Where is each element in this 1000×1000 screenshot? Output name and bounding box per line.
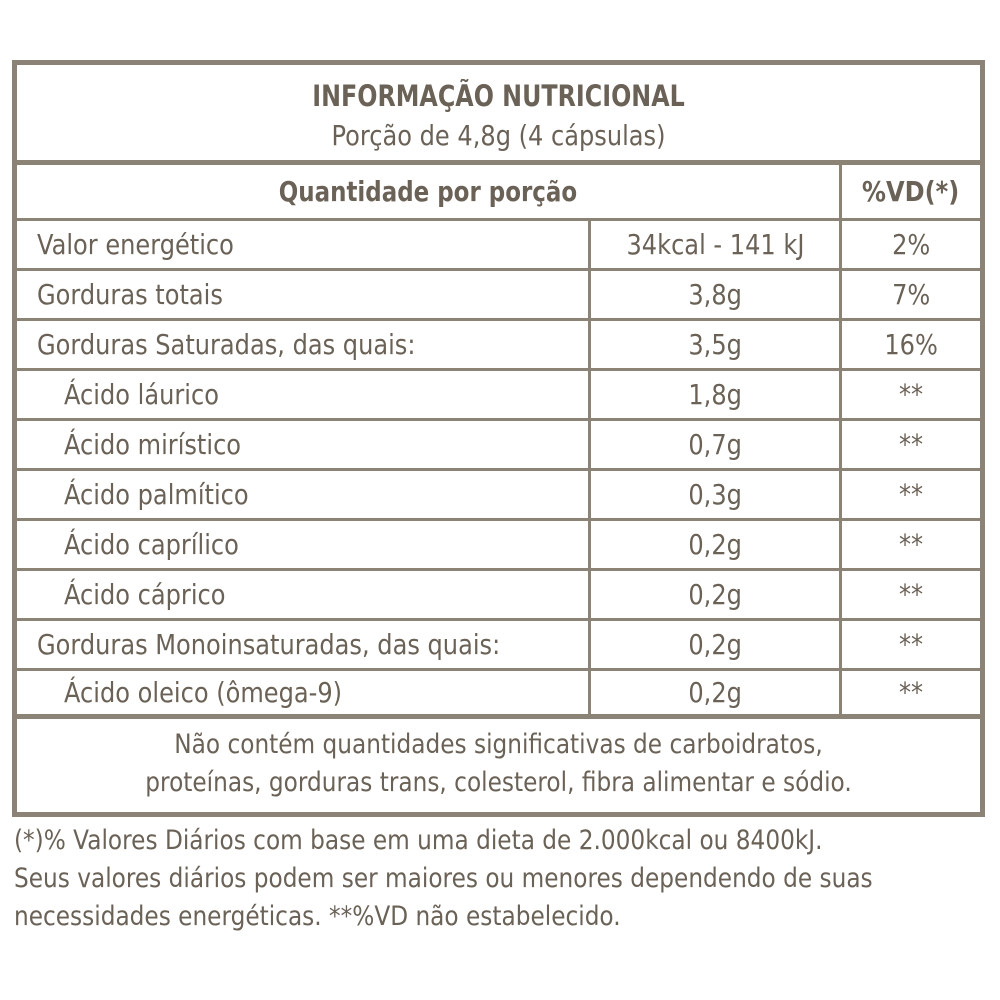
table-row	[17, 321, 980, 371]
nutrient-name: Ácido mirístico	[64, 428, 242, 461]
table-row	[17, 371, 980, 421]
vd-header: %VD(*)	[839, 165, 980, 218]
nutrient-value: 1,8g	[588, 371, 839, 418]
nutrient-name: Valor energético	[37, 228, 234, 261]
footnote-line: necessidades energéticas. **%VD não estabelecido.	[14, 901, 621, 932]
nutrient-value: 0,2g	[588, 521, 839, 568]
nutrient-value: 3,8g	[588, 271, 839, 318]
nutrient-vd: **	[839, 621, 980, 668]
nutrient-value: 3,5g	[588, 321, 839, 368]
nutrient-vd: **	[839, 671, 980, 714]
table-header	[17, 65, 980, 165]
nutrient-name: Ácido palmítico	[64, 478, 249, 511]
nutrient-name: Gorduras Saturadas, das quais:	[37, 328, 416, 361]
nutrient-vd: **	[839, 371, 980, 418]
nutrient-vd: **	[839, 521, 980, 568]
table-row	[17, 521, 980, 571]
quantity-header: Quantidade por porção	[278, 175, 578, 208]
footnote	[14, 822, 989, 936]
column-header-row	[17, 165, 980, 221]
nutrient-name: Gorduras totais	[37, 278, 223, 311]
table-row	[17, 221, 980, 271]
nutrient-name: Ácido cáprico	[64, 578, 226, 611]
table-row	[17, 671, 980, 719]
nutrient-name: Ácido oleico (ômega-9)	[64, 676, 343, 709]
nutrient-name: Ácido caprílico	[64, 528, 239, 561]
nutrient-value: 0,2g	[588, 621, 839, 668]
nutrient-value: 0,3g	[588, 471, 839, 518]
nutrient-vd: 2%	[839, 221, 980, 268]
nutrient-name: Gorduras Monoinsaturadas, das quais:	[37, 628, 501, 661]
nutrient-vd: **	[839, 471, 980, 518]
table-row	[17, 571, 980, 621]
nutrient-vd: 7%	[839, 271, 980, 318]
note-line: proteínas, gorduras trans, colesterol, fibra alimentar e sódio.	[145, 767, 852, 798]
nutrient-value: 0,2g	[588, 571, 839, 618]
nutrient-name: Ácido láurico	[64, 378, 219, 411]
footnote-line: Seus valores diários podem ser maiores ou menores dependendo de suas	[14, 863, 873, 894]
nutrient-vd: 16%	[839, 321, 980, 368]
table-note	[17, 716, 980, 812]
table-row	[17, 621, 980, 671]
nutrient-value: 0,7g	[588, 421, 839, 468]
table-title: INFORMAÇÃO NUTRICIONAL	[312, 79, 685, 113]
serving-size: Porção de 4,8g (4 cápsulas)	[331, 119, 666, 152]
nutrition-facts-table	[12, 60, 985, 817]
table-row	[17, 471, 980, 521]
table-row	[17, 421, 980, 471]
nutrient-vd: **	[839, 421, 980, 468]
nutrient-value: 34kcal - 141 kJ	[588, 221, 839, 268]
table-row	[17, 271, 980, 321]
nutrient-value: 0,2g	[588, 671, 839, 714]
nutrient-vd: **	[839, 571, 980, 618]
footnote-line: (*)% Valores Diários com base em uma dieta de 2.000kcal ou 8400kJ.	[14, 825, 823, 856]
note-line: Não contém quantidades significativas de carboidratos,	[174, 729, 823, 760]
